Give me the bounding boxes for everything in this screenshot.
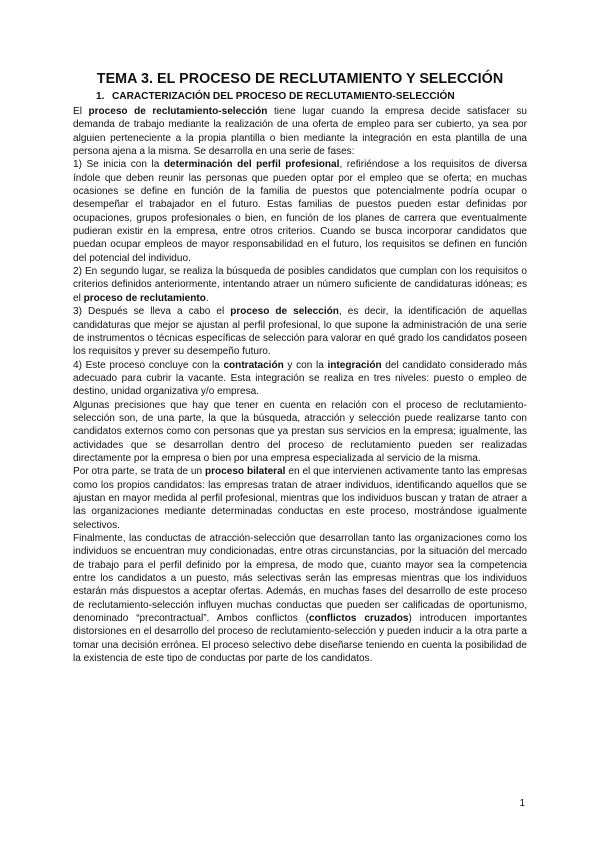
paragraph-text: Algunas precisiones que hay que tener en cuenta en relación con el proceso de reclutamiento-selección son, de una parte, la que la búsqueda, atracción y selección puede realizarse tanto con candidatos externos como con personas que ya prestan sus servicios en la empresa; igualmente, las actividades que se desarrollan dentro del proceso de reclutamiento pueden ser realizadas directamente por la empresa o bien por una empresa especializada al servicio de la misma. (73, 399, 527, 464)
body-paragraph (73, 465, 527, 532)
body-paragraph (73, 359, 527, 399)
page-number: 1 (519, 798, 525, 809)
emphasized-term: integración (327, 359, 382, 371)
paragraph-text: ) introducen importantes distorsiones en el desarrollo del proceso de reclutamiento-selección y pueden inducir a la otra parte a tomar una decisión errónea. El proceso selectivo debe diseñarse teniendo en cuenta la posibilidad de la existencia de este tipo de conductas por parte de los candidatos. (73, 613, 527, 665)
paragraph-text: Por otra parte, se trata de un (73, 466, 205, 478)
emphasized-term: proceso de reclutamiento (83, 292, 206, 304)
emphasized-term: proceso de selección (230, 306, 339, 318)
paragraph-text: 4) Este proceso concluye con la (73, 359, 224, 371)
body-paragraph (73, 265, 527, 305)
body-paragraph (73, 105, 527, 158)
section-heading (73, 90, 527, 104)
paragraph-text: del candidato considerado más adecuado para cubrir la vacante. Esta integración se realiza en tres niveles: puesto o empleo de destino, unidad organizativa y/o empresa. (73, 359, 527, 398)
section-heading-text: CARACTERIZACIÓN DEL PROCESO DE RECLUTAMIENTO-SELECCIÓN (112, 91, 455, 102)
paragraph-text: , refiriéndose a los requisitos de diversa índole que deben reunir las personas que pueden optar por el empleo que se oferta; en muchas ocasiones se define en función de la familia de puestos que potencialmente podría ocupar o desempeñar el trabajador en el futuro. Estas familias de puestos pueden estar definidas por ocupaciones, grupos profesionales o bien, en función de los planes de carrera que eventualmente pudieran existir en la empresa, entre otros criterios. Cuando se busca incorporar candidatos que puedan ocupar empleos de mayor responsabilidad en el futuro, los requisitos se definen en función del potencial del individuo. (73, 159, 528, 264)
paragraph-text: en el que intervienen activamente tanto las empresas como los propios candidatos: las empresas tratan de atraer individuos, identificando aquellos que se ajustan en mayor medida al perfil profesional, mientras que los individuos buscan y tratan de atraer a las organizaciones mediante determinadas conductas en este proceso, mostrándose igualmente selectivos. (73, 466, 528, 531)
body-paragraph (73, 532, 527, 665)
body-text (73, 105, 527, 665)
document-title: TEMA 3. EL PROCESO DE RECLUTAMIENTO Y SELECCIÓN (96, 71, 504, 87)
body-paragraph (73, 399, 527, 466)
emphasized-term: proceso bilateral (204, 466, 286, 478)
body-paragraph (73, 158, 527, 265)
emphasized-term: conflictos cruzados (308, 613, 409, 625)
emphasized-term: determinación del perfil profesional (163, 159, 340, 171)
paragraph-text: Finalmente, las conductas de atracción-selección que desarrollan tanto las organizaciones como los individuos se encuentran muy condicionadas, entre otras circunstancias, por la situación del mercado de trabajo para el perfil definido por la empresa, de modo que, cuanto mayor sea la competencia entre los candidatos a un puesto, más selectivas serán las empresas mientras que los individuos estarán más dispuestos a aceptar ofertas. Además, en muchas fases del desarrollo de este proceso de reclutamiento-selección influyen muchas conductas que pueden ser calificadas de oportunismo, denominado “precontractual”. Ambos conflictos ( (73, 533, 527, 625)
body-paragraph (73, 305, 527, 358)
paragraph-text: . (205, 292, 209, 304)
paragraph-text: tiene lugar cuando la empresa decide satisfacer su demanda de trabajo mediante la realización de una oferta de empleo para ser cubierto, ya sea por alguien perteneciente a la propia plantilla o bien mediante la integración en esta plantilla de una persona ajena a la misma. Se desarrolla en una serie de fases: (73, 106, 527, 158)
emphasized-term: proceso de reclutamiento-selección (88, 106, 268, 117)
paragraph-text: , es decir, la identificación de aquellas candidaturas que mejor se ajustan al perfil profesional, lo que supone la administración de una serie de instrumentos o técnicas específicas de selección para valorar en qué grado los candidatos poseen los requisitos y prever su desempeño futuro. (73, 306, 528, 358)
emphasized-term: contratación (223, 359, 284, 371)
paragraph-text: El (73, 106, 89, 117)
paragraph-text: 3) Después se lleva a cabo el (73, 306, 231, 318)
paragraph-text: 1) Se inicia con la (73, 159, 164, 171)
paragraph-text: y con la (283, 359, 328, 371)
section-number: 1. (96, 91, 105, 102)
paragraph-text: 2) En segundo lugar, se realiza la búsqueda de posibles candidatos que cumplan con los requisitos o criterios definidos anteriormente, intentando atraer un número suficiente de candidaturas idóneas; es el (73, 266, 527, 304)
